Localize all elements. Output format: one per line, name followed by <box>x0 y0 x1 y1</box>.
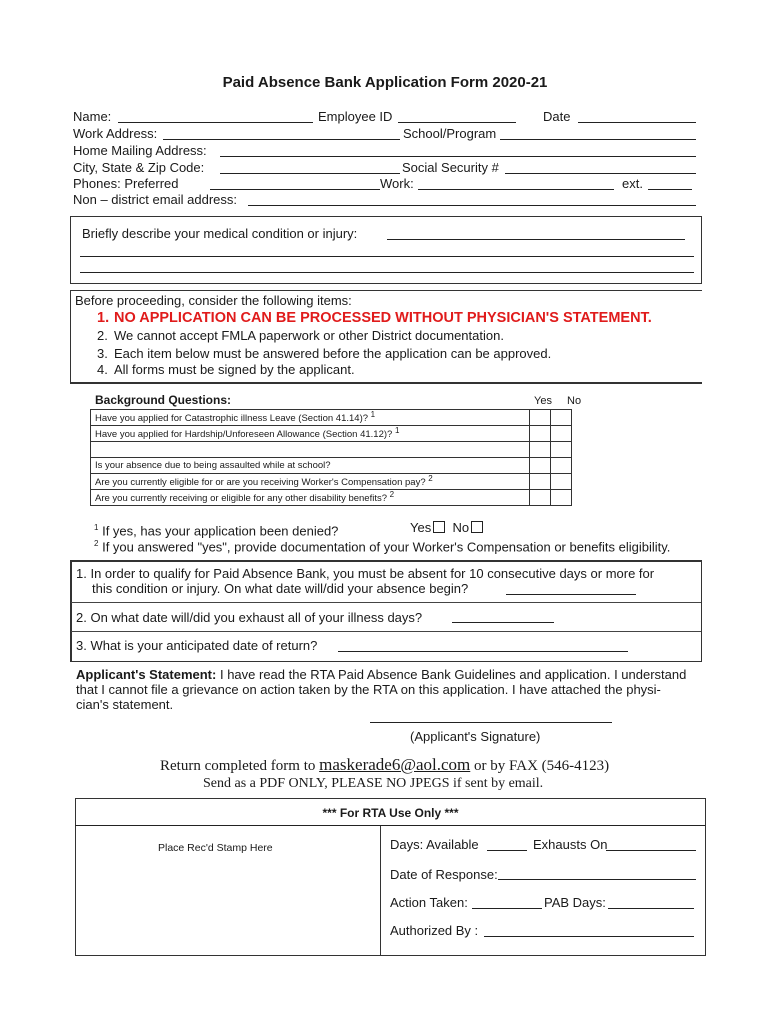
no-checkbox[interactable] <box>551 442 572 458</box>
question-text: Is your absence due to being assaulted while at school? <box>95 460 331 471</box>
footnote-1-mark: 1 <box>94 523 99 532</box>
medical-condition-prompt: Briefly describe your medical condition or injury: <box>82 226 358 241</box>
before-proceeding-heading: Before proceeding, consider the following items: <box>75 293 352 308</box>
footnote-2-mark: 2 <box>94 539 99 548</box>
footnote-ref: 1 <box>370 410 376 420</box>
background-heading: Background Questions: <box>95 393 232 407</box>
proceed-item-2-text: We cannot accept FMLA paperwork or other District documentation. <box>114 328 504 343</box>
no-checkbox[interactable] <box>551 490 572 506</box>
statement-line-1 <box>76 667 686 683</box>
question-1-line-1: 1. In order to qualify for Paid Absence Bank, you must be absent for 10 consecutive days or more for <box>76 566 655 581</box>
footnote-ref: 2 <box>428 474 433 484</box>
footnote-1-yes <box>410 520 483 536</box>
email-label: Non – district email address: <box>73 192 238 207</box>
days-available-field[interactable] <box>487 850 527 851</box>
rta-header-divider <box>75 825 705 826</box>
footnote-2 <box>94 536 670 555</box>
no-checkbox[interactable] <box>551 474 572 490</box>
ext-label: ext. <box>622 176 643 191</box>
phone-preferred-field[interactable] <box>210 189 380 190</box>
city-state-zip-label: City, State & Zip Code: <box>73 160 205 175</box>
question-cell <box>91 426 530 442</box>
date-label: Date <box>543 109 571 124</box>
exhausts-on-field[interactable] <box>606 850 696 851</box>
yes-checkbox[interactable] <box>530 426 551 442</box>
return-prefix: Return completed form to <box>160 758 316 774</box>
table-row <box>91 410 572 426</box>
background-questions-table <box>90 409 572 506</box>
proceed-item-3-num: 3. <box>97 346 108 361</box>
date-field[interactable] <box>578 122 696 123</box>
footnote-1-no-checkbox[interactable] <box>471 521 483 533</box>
action-taken-field[interactable] <box>472 908 542 909</box>
no-column-header: No <box>567 395 582 407</box>
no-checkbox[interactable] <box>551 410 572 426</box>
social-security-label: Social Security # <box>402 160 499 175</box>
absence-begin-field[interactable] <box>506 594 636 595</box>
return-date-field[interactable] <box>338 651 628 652</box>
proceed-item-1-num: 1. <box>97 310 110 326</box>
yes-column-header: Yes <box>534 395 552 407</box>
question-1-line-2: this condition or injury. On what date will/did your absence begin? <box>92 581 469 596</box>
footnote-ref: 2 <box>389 490 395 500</box>
authorized-by-label: Authorized By : <box>390 923 479 938</box>
proceed-item-1-text: NO APPLICATION CAN BE PROCESSED WITHOUT PHYSICIAN'S STATEMENT. <box>114 310 652 326</box>
school-program-field[interactable] <box>500 139 696 140</box>
footnote-1-yes-checkbox[interactable] <box>433 521 445 533</box>
authorized-by-field[interactable] <box>484 936 694 937</box>
no-checkbox[interactable] <box>551 426 572 442</box>
question-text: Are you currently eligible for or are you receiving Worker's Compensation pay? <box>95 477 426 489</box>
question-text: Are you currently receiving or eligible for any other disability benefits? <box>95 493 388 505</box>
table-row <box>91 474 572 490</box>
home-mailing-field[interactable] <box>220 156 696 157</box>
name-label: Name: <box>73 109 112 124</box>
statement-text-1: I have read the RTA Paid Absence Bank Guidelines and application. I understand <box>219 667 687 682</box>
yes-checkbox[interactable] <box>530 442 551 458</box>
table-row <box>91 490 572 506</box>
ext-field[interactable] <box>648 189 692 190</box>
footnote-1-text: If yes, has your application been denied? <box>102 523 339 539</box>
yes-checkbox[interactable] <box>530 474 551 490</box>
city-state-zip-field[interactable] <box>220 173 400 174</box>
question-cell <box>91 490 530 506</box>
footnote-1-yes-label: Yes <box>410 520 432 535</box>
footnote-2-text: If you answered "yes", provide documentation of your Worker's Compensation or benefits eligibility. <box>102 539 671 555</box>
form-title: Paid Absence Bank Application Form 2020-21 <box>222 74 548 91</box>
work-address-field[interactable] <box>163 139 400 140</box>
name-field[interactable] <box>118 122 313 123</box>
yes-checkbox[interactable] <box>530 490 551 506</box>
table-row <box>91 458 572 474</box>
question-cell <box>91 474 530 490</box>
date-of-response-label: Date of Response: <box>390 867 498 882</box>
table-row <box>91 426 572 442</box>
question-text: Have you applied for Hardship/Unforeseen Allowance (Section 41.12)? <box>95 429 393 441</box>
medical-condition-line-2[interactable] <box>80 256 694 257</box>
statement-bold: Applicant's Statement: <box>76 667 217 682</box>
pab-days-field[interactable] <box>608 908 694 909</box>
yes-checkbox[interactable] <box>530 458 551 474</box>
question-2: 2. On what date will/did you exhaust all of your illness days? <box>76 610 423 625</box>
statement-line-3: cian's statement. <box>76 697 174 712</box>
exhaust-date-field[interactable] <box>452 622 554 623</box>
statement-line-2: that I cannot file a grievance on action taken by the RTA on this application. I have attached the physi- <box>76 682 661 697</box>
social-security-field[interactable] <box>505 173 696 174</box>
pab-days-label: PAB Days: <box>544 895 606 910</box>
employee-id-label: Employee ID <box>318 109 393 124</box>
proceed-item-4-text: All forms must be signed by the applicant. <box>114 362 355 377</box>
email-field[interactable] <box>248 205 696 206</box>
question-3: 3. What is your anticipated date of return? <box>76 638 318 653</box>
work-address-label: Work Address: <box>73 126 158 141</box>
return-line-1 <box>160 756 609 775</box>
action-taken-label: Action Taken: <box>390 895 468 910</box>
return-line-2: Send as a PDF ONLY, PLEASE NO JPEGS if sent by email. <box>203 776 544 791</box>
question-cell <box>91 442 530 458</box>
date-of-response-field[interactable] <box>498 879 696 880</box>
school-program-label: School/Program <box>403 126 497 141</box>
proceed-item-2-num: 2. <box>97 328 108 343</box>
footnote-1-no-label: No <box>452 520 470 535</box>
signature-field[interactable] <box>370 722 612 723</box>
questions-divider-2 <box>71 631 701 632</box>
exhausts-on-label: Exhausts On <box>533 837 608 852</box>
question-cell <box>91 410 530 426</box>
signature-label: (Applicant's Signature) <box>410 729 541 744</box>
rta-heading: *** For RTA Use Only *** <box>322 806 459 820</box>
question-text: Have you applied for Catastrophic illness Leave (Section 41.14)? <box>95 413 369 425</box>
work-phone-label: Work: <box>380 176 414 191</box>
work-phone-field[interactable] <box>418 189 614 190</box>
no-checkbox[interactable] <box>551 458 572 474</box>
yes-checkbox[interactable] <box>530 410 551 426</box>
medical-condition-line-1[interactable] <box>387 239 685 240</box>
medical-condition-line-3[interactable] <box>80 272 694 273</box>
questions-divider-1 <box>71 602 701 603</box>
question-cell <box>91 458 530 474</box>
phones-label: Phones: Preferred <box>73 176 179 191</box>
proceed-item-4-num: 4. <box>97 362 108 377</box>
days-available-label: Days: Available <box>390 837 479 852</box>
stamp-area-label: Place Rec'd Stamp Here <box>158 842 273 854</box>
table-row <box>91 442 572 458</box>
footnote-ref: 1 <box>394 426 400 436</box>
home-mailing-label: Home Mailing Address: <box>73 143 207 158</box>
proceed-item-3-text: Each item below must be answered before the application can be approved. <box>114 346 552 361</box>
rta-column-divider <box>380 826 381 956</box>
employee-id-field[interactable] <box>398 122 516 123</box>
return-suffix: or by FAX (546-4123) <box>474 758 610 774</box>
return-email-link[interactable]: maskerade6@aol.com <box>319 755 471 774</box>
